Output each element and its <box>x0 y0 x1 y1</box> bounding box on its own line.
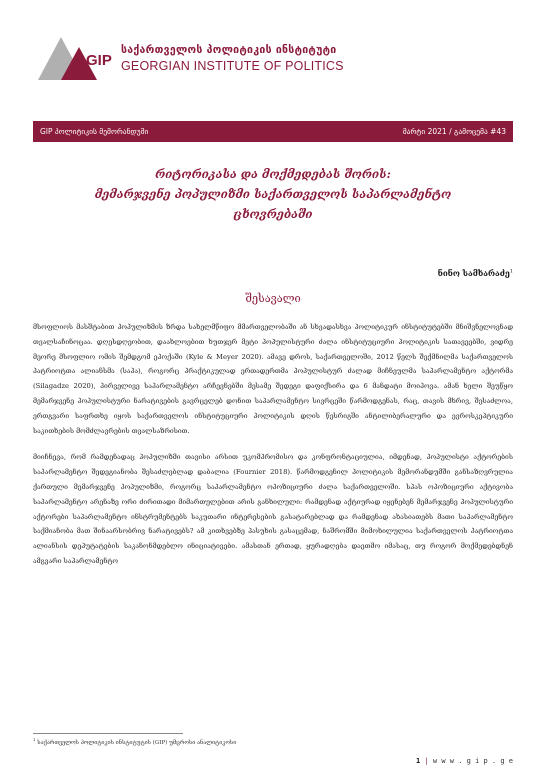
footnote-text: საქართველოს პოლიტიკის ინსტიტუტის (GIP) უმცროსი ანალიტიკოსი <box>37 739 237 746</box>
gip-logo-icon <box>34 33 116 83</box>
title-line-3: ცხოვრებაში <box>233 207 313 221</box>
org-name-ka: საქართველოს პოლიტიკის ინსტიტუტი <box>121 43 337 56</box>
author <box>438 268 513 278</box>
page-number: 1 <box>416 757 421 765</box>
title-line-1: რიტორიკასა და მოქმედებას შორის: <box>155 167 391 181</box>
banner-issue: მარტი 2021 / გამოცემა #43 <box>402 127 506 136</box>
org-name-en: GEORGIAN INSTITUTE OF POLITICS <box>121 58 344 73</box>
footnote-divider <box>33 733 183 734</box>
body-text <box>33 320 513 569</box>
document-banner <box>33 121 513 142</box>
footnote-mark: 1 <box>33 737 36 742</box>
title-line-2: მემარჯვენე პოპულიზმი საქართველოს საპარლამენტო <box>94 187 452 201</box>
banner-series: GIP პოლიტიკის მემორანდუმი <box>40 127 149 136</box>
section-heading: შესავალი <box>245 292 301 305</box>
footer-separator: | <box>424 757 429 765</box>
author-footnote-mark: 1 <box>509 268 513 275</box>
gip-logo <box>34 33 344 83</box>
footnote <box>33 737 236 746</box>
paragraph: მიიჩნევა, რომ რამდენადაც პოპულიზმი თავისი არსით უკომპრომისო და კონფრონტაციულია, იმდენად, პოპულისტი აქტორების საპარლამენტო შედეგიანობა შესაძლებლად დაბალია (Fournier 2018). წარმოდგენილ პოლიტიკის მემორანდუმში განსაზღვრულია ქართული მემარჯვენე პოპულიზმი, როგორც საპარლამენტო ოპოზიციური ძალა საქართველოში. სპას ოპოზიციური აქტივობა საპარლამენტო არენაზე ორი ძირითადი მიმართულებით არის განხილული: რამდენად აქტიურად იყენებენ მემარჯვენე პოპულისტური აქტორები საპარლამენტო ინსტრუმენტებს საკუთარი ინტერესების გასატარებლად და რამდენად ახასიათებს მათი საპარლამენტო საქმიანობა მათ შინაარსობრივ ნარატივებს? ამ კითხვებზე პასუხის გასაცემად, ნაშრომში მიმოხილულია საქართველოს პატრიოტთა ალიანსის დეპუტატების საკანონმდებლო ინიციატივები. ამასთან ერთად, ყურადღება დაეთმო იმასაც, თუ როგორ მოქმედებდნენ ამგვარი საპარლამენტო <box>33 453 513 565</box>
page-footer <box>416 757 513 765</box>
website-link[interactable]: w w w . g i p . g e <box>432 757 513 765</box>
document-title <box>33 164 513 224</box>
paragraph: მსოფლიოს მასშტაბით პოპულიზმის ზრდა სახელმწიფო მმართველობაში ან სხვადასხვა პოლიტიკურ ინსტიტუტებში მნიშვნელოვნად თვალსაჩინოცაა. დღესდღეობით, დაახლოებით ხუთჯერ მეტი პოპულისტური ძალა ინსტიტუციური პოლიტიკის სათავეებში, ვიდრე მეორე მსოფლიო ომის შემდგომ ეპოქაში (Kyle & Meyer 2020). ამავე დროს, საქართველოში, 2012 წელს შექმნილმა საქართველოს პატრიოტთა ალიანსმა (საპა), როგორც პრაქტიკულად ერთადერთმა პოპულისტურ ძალად მიჩნეულმა საპარლამენტო აქტორმა (Silagadze 2020), პირველივე საპარლამენტო არჩევნებში მესამე შედეგი დაფიქსირა და 6 მანდატი მოიპოვა. ამან ხელი შეუწყო მემარჯვენე პოპულისტური ნარატივების გავრცელებ დონით საპარლამენტო სივრცეში წარმოდგენას, რაც, თავის მხრივ, შესაძლოა, ერთგვარი საფრთხე იყოს საქართველოს ინსტიტუციური პოლიტიკის დღის წესრიგში ანტილიბერალური და ევროსკეპტიკური საკითხების მომძლავრების თვალსაზრისით. <box>33 323 513 435</box>
logo-abbr: GIP <box>86 52 112 69</box>
author-name: ნინო სამხარაძე <box>437 268 510 278</box>
